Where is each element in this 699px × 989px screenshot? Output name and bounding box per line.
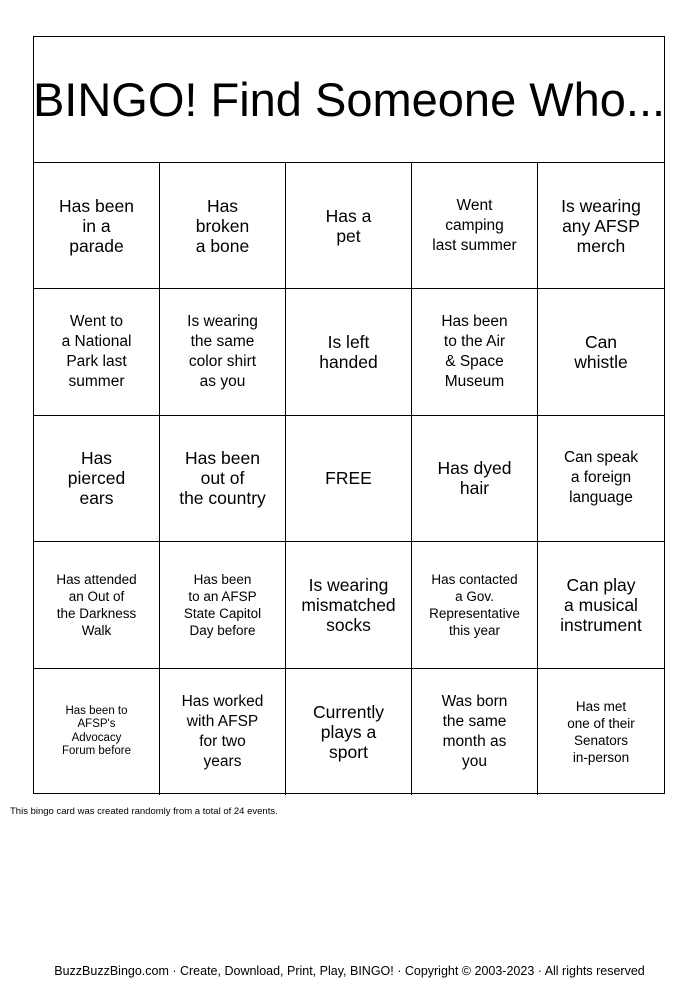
bingo-cell-text: Has been to the Air & Space Museum <box>441 313 508 391</box>
bingo-cell <box>412 542 538 668</box>
bingo-card <box>33 36 665 794</box>
bingo-cell-text: Has been to an AFSP State Capitol Day before <box>183 571 262 638</box>
bingo-cell-text: Has pierced ears <box>67 448 126 509</box>
bingo-cell-text: Has contacted a Gov. Representative this year <box>429 571 520 638</box>
bingo-cell <box>286 163 412 289</box>
bingo-cell <box>34 416 160 542</box>
bingo-cell-text: Has a pet <box>325 205 372 246</box>
footer-text: BuzzBuzzBingo.com · Create, Download, Print, Play, BINGO! · Copyright © 2003-2023 · All rights reserved <box>54 964 645 978</box>
bingo-cell <box>34 542 160 668</box>
bingo-cell-text: Can whistle <box>574 332 628 373</box>
bingo-cell-text: Is left handed <box>319 332 378 373</box>
bingo-cell <box>538 416 664 542</box>
bingo-cell <box>160 416 286 542</box>
card-title: BINGO! Find Someone Who... <box>32 73 666 126</box>
bingo-cell-text: Was born the same month as you <box>441 692 508 770</box>
bingo-cell <box>160 163 286 289</box>
bingo-cell-text: Has been to AFSP's Advocacy Forum before <box>61 704 132 758</box>
bingo-cell <box>34 669 160 795</box>
bingo-cell-text: Has been out of the country <box>179 448 266 509</box>
bingo-cell-text: Has attended an Out of the Darkness Walk <box>56 571 137 638</box>
bingo-cell-text: Can speak a foreign language <box>563 449 639 507</box>
bingo-cell <box>160 289 286 415</box>
bingo-cell-text: Is wearing mismatched socks <box>301 574 396 635</box>
bingo-cell <box>538 289 664 415</box>
bingo-cell-text: Currently plays a sport <box>313 701 384 762</box>
bingo-cell-text: Has been in a parade <box>59 195 134 256</box>
bingo-cell-text: Is wearing any AFSP merch <box>561 195 641 256</box>
bingo-cell <box>412 416 538 542</box>
bingo-cell-text: Has dyed hair <box>437 458 512 499</box>
bingo-cell-text: FREE <box>325 468 372 489</box>
bingo-cell <box>286 542 412 668</box>
bingo-cell <box>538 163 664 289</box>
bingo-cell <box>34 289 160 415</box>
bingo-cell-text: Went to a National Park last summer <box>61 313 132 391</box>
free-space-cell <box>286 416 412 542</box>
bingo-grid <box>34 163 664 793</box>
bingo-cell <box>286 289 412 415</box>
bingo-cell-text: Has broken a bone <box>195 195 250 256</box>
bingo-cell <box>538 669 664 795</box>
bingo-cell <box>286 669 412 795</box>
bingo-cell-text: Can play a musical instrument <box>560 574 642 635</box>
bingo-cell <box>412 669 538 795</box>
bingo-cell <box>34 163 160 289</box>
bingo-cell-text: Has worked with AFSP for two years <box>181 692 264 770</box>
bingo-cell-text: Is wearing the same color shirt as you <box>187 313 258 391</box>
generation-note: This bingo card was created randomly from a total of 24 events. <box>10 806 278 817</box>
title-box <box>34 37 664 163</box>
bingo-cell <box>538 542 664 668</box>
bingo-cell <box>412 289 538 415</box>
bingo-cell <box>412 163 538 289</box>
bingo-cell <box>160 542 286 668</box>
bingo-cell-text: Has met one of their Senators in-person <box>567 698 635 765</box>
bingo-cell <box>160 669 286 795</box>
bingo-cell-text: Went camping last summer <box>432 196 517 254</box>
